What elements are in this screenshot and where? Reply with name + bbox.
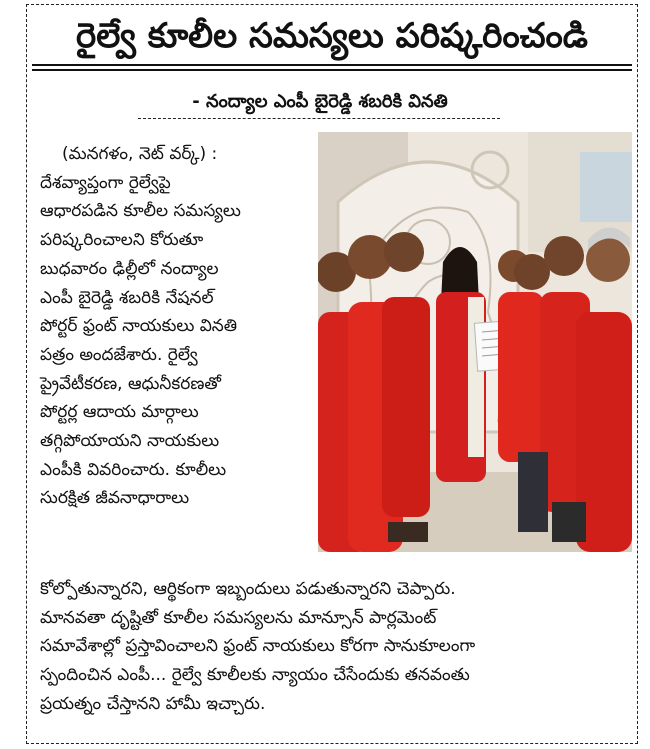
column-line: సురక్షిత జీవనాధారాలు	[40, 488, 190, 509]
headline-divider-bottom	[32, 69, 632, 71]
body-line: సమావేశాల్లో ప్రస్తావించాలని ఫ్రంట్ నాయకులు కోరగా సానుకూలంగా	[40, 636, 476, 657]
column-line: పోర్టర్ల ఆదాయ మార్గాలు	[40, 402, 199, 423]
headline-divider-top	[32, 64, 632, 66]
body-line: కోల్పోతున్నారని, ఆర్థికంగా ఇబ్బందులు పడుతున్నారని చెప్పారు.	[40, 579, 456, 599]
column-line: ఎంపీకి వివరించారు. కూలీలు	[40, 459, 227, 480]
body-line: మానవతా దృష్టితో కూలీల సమస్యలను మాన్సూన్ పార్లమెంట్	[40, 607, 437, 628]
body-line: స్పందించిన ఎంపీ... రైల్వే కూలీలకు న్యాయం చేసేందుకు తనవంతు	[40, 665, 470, 686]
column-line: ప్రైవేటీకరణ, ఆధునీకరణతో	[40, 373, 221, 394]
column-line: బుధవారం ఢిల్లీలో నంద్యాల	[40, 258, 219, 279]
column-line: తగ్గిపోయాయని నాయకులు	[40, 431, 220, 452]
article-column-text	[40, 140, 310, 513]
column-line: పోర్టర్ ఫ్రంట్ నాయకులు వినతి	[40, 316, 238, 337]
column-line: ఎంపీ బైరెడ్డి శబరికి నేషనల్	[40, 287, 214, 308]
subheadline-rule	[138, 118, 500, 119]
column-line: దేశవ్యాప్తంగా రైల్వేపై	[40, 172, 171, 193]
article-subheadline: - నంద్యాల ఎంపీ బైరెడ్డి శబరికి వినతి	[192, 91, 448, 112]
article-headline: రైల్వే కూలీల సమస్యలు పరిష్కరించండి	[76, 16, 588, 56]
column-line: పత్రం అందజేశారు. రైల్వే	[40, 344, 198, 365]
column-line: ఆధారపడిన కూలీల సమస్యలు	[40, 201, 241, 222]
column-line: (మనగళం, నెట్ వర్క్) :	[62, 144, 218, 164]
article-full-width-text	[40, 575, 630, 719]
photo-illustration	[318, 132, 632, 552]
article-photo	[318, 132, 632, 552]
column-line: పరిష్కరించాలని కోరుతూ	[40, 230, 204, 251]
body-line: ప్రయత్నం చేస్తానని హామీ ఇచ్చారు.	[40, 693, 266, 714]
